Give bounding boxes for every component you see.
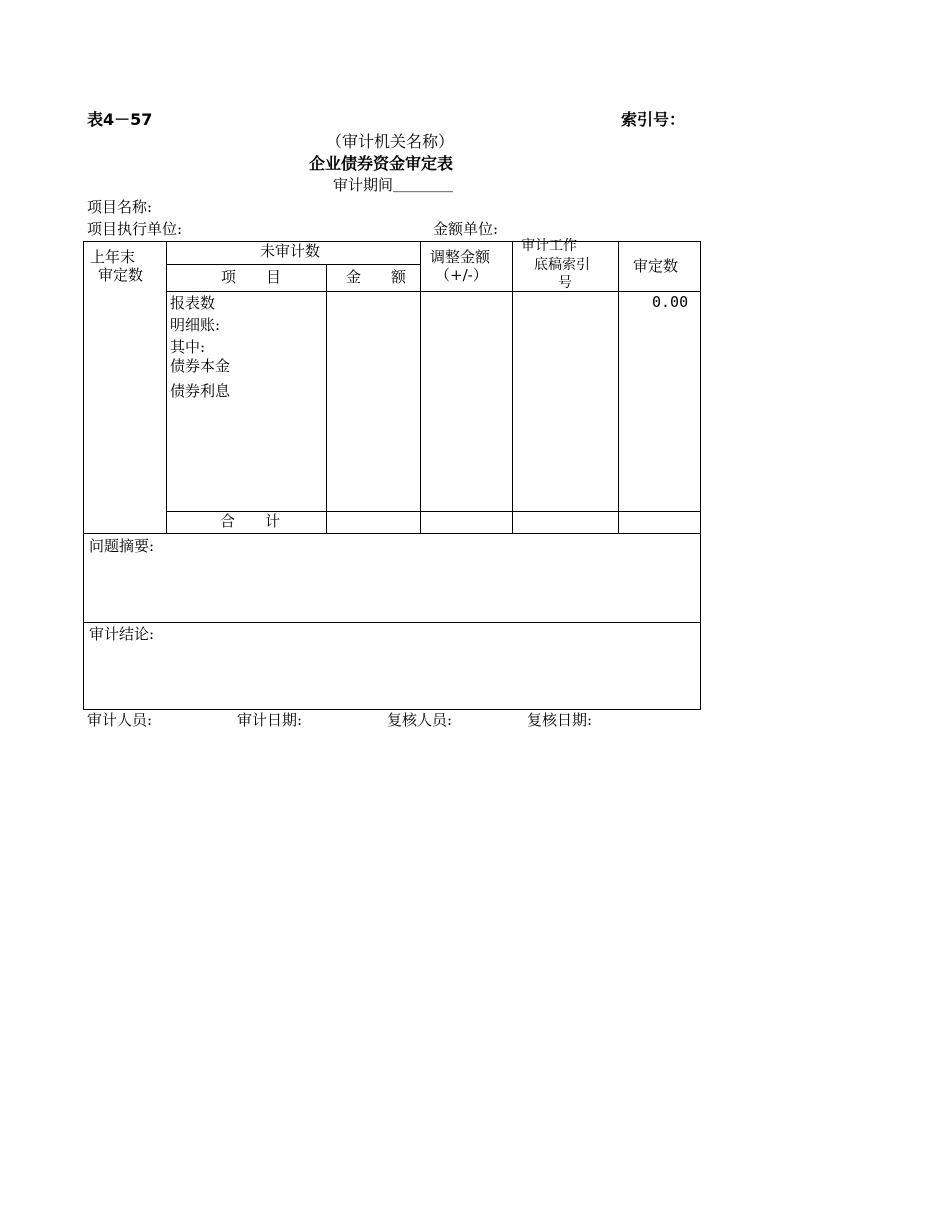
col-ref-line1: 审计工作 bbox=[521, 238, 577, 254]
header-subdivider bbox=[167, 264, 421, 265]
col-adjust-line2: （+/-） bbox=[435, 266, 488, 284]
auditor-label: 审计人员: bbox=[87, 711, 153, 729]
audit-date-label: 审计日期: bbox=[237, 711, 303, 729]
row-report: 报表数 bbox=[170, 294, 216, 312]
col-item-header: 项 目 bbox=[221, 268, 282, 286]
row-of-which: 其中: bbox=[170, 338, 206, 356]
col-adjust-line1: 调整金额 bbox=[430, 248, 491, 266]
audit-table bbox=[83, 238, 701, 710]
index-number-label: 索引号： bbox=[621, 110, 686, 129]
table-number: 表4－57 bbox=[87, 110, 153, 129]
issues-bottom-line bbox=[84, 622, 701, 623]
col-prev-year-line1: 上年末 bbox=[90, 248, 136, 266]
row-detail: 明细账: bbox=[170, 316, 221, 334]
amount-unit-label: 金额单位: bbox=[433, 220, 499, 238]
table-bottom-line bbox=[84, 533, 701, 534]
row-principal: 债券本金 bbox=[170, 357, 231, 375]
issues-summary-label: 问题摘要: bbox=[89, 537, 155, 555]
col-ref-line3: 号 bbox=[558, 275, 572, 291]
col-divider-5 bbox=[618, 242, 619, 533]
row-interest: 债券利息 bbox=[170, 382, 231, 400]
col-unaudited-header: 未审计数 bbox=[260, 242, 321, 260]
col-prev-year-line2: 审定数 bbox=[98, 266, 144, 284]
header-bottom-line bbox=[167, 291, 701, 292]
col-divider-1 bbox=[166, 242, 167, 533]
page-title: 企业债券资金审定表 bbox=[309, 154, 454, 173]
audit-conclusion-label: 审计结论: bbox=[89, 625, 155, 643]
audit-period: 审计期间＿＿＿＿ bbox=[333, 176, 454, 194]
review-date-label: 复核日期: bbox=[527, 711, 593, 729]
approved-value: 0.00 bbox=[652, 293, 689, 311]
col-approved-header: 审定数 bbox=[633, 257, 679, 275]
project-name-label: 项目名称: bbox=[87, 198, 153, 216]
col-ref-line2: 底稿索引 bbox=[534, 257, 590, 273]
col-divider-3 bbox=[420, 242, 421, 533]
reviewer-label: 复核人员: bbox=[387, 711, 453, 729]
audit-org-name: （审计机关名称） bbox=[326, 132, 455, 151]
total-label: 合 计 bbox=[220, 512, 281, 530]
col-divider-4 bbox=[512, 242, 513, 533]
exec-unit-label: 项目执行单位: bbox=[87, 220, 183, 238]
col-amount-header: 金 额 bbox=[346, 268, 407, 286]
col-divider-2 bbox=[326, 264, 327, 533]
